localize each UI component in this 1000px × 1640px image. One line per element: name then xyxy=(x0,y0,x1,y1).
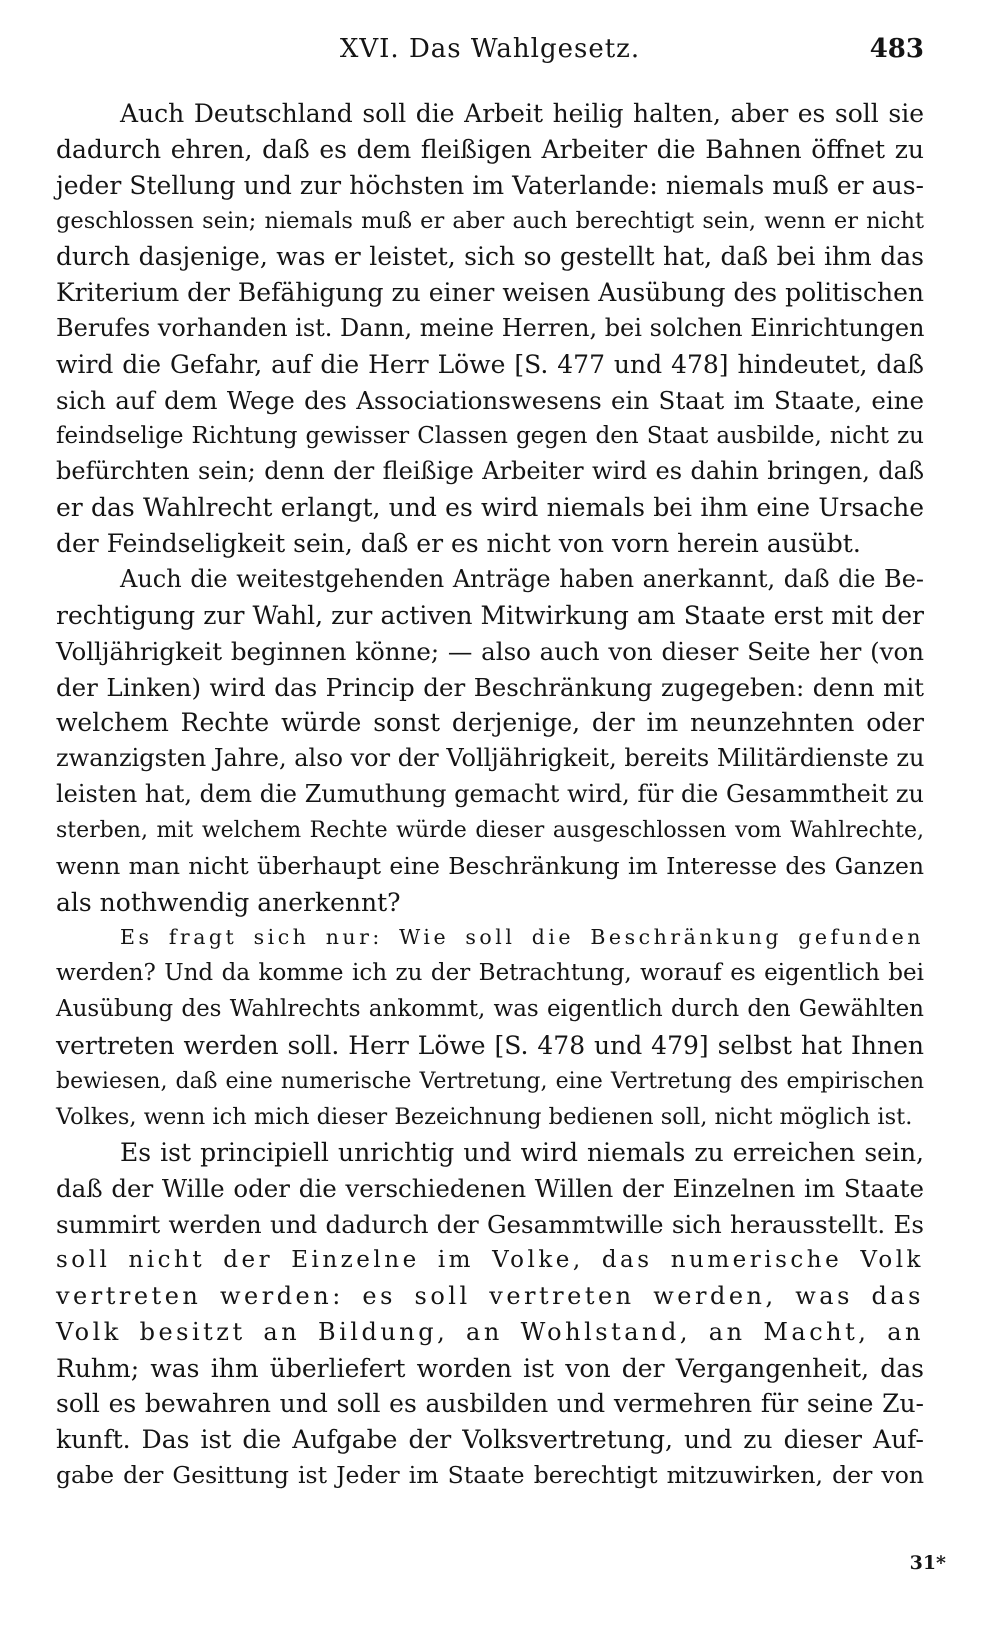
text-line: zwanzigsten Jahre, also vor der Volljährigkeit, bereits Militärdienste zu xyxy=(56,744,925,773)
text-line: wenn man nicht überhaupt eine Beschränkung im Interesse des Ganzen xyxy=(56,851,924,880)
text-line: Volljährigkeit beginnen könne; — also auch von dieser Seite her (von xyxy=(56,636,924,666)
text-line: Kriterium der Befähigung zu einer weisen Ausübung des politischen xyxy=(56,278,924,308)
text-line: Ausübung des Wahlrechts ankommt, was eigentlich durch den Gewählten xyxy=(56,996,924,1023)
text-line: Auch die weitestgehenden Anträge haben anerkannt, daß die Be- xyxy=(120,564,924,593)
text-line: er das Wahlrecht erlangt, und es wird niemals bei ihm eine Ursache xyxy=(56,493,924,523)
text-line: werden? Und da komme ich zu der Betrachtung, worauf es eigentlich bei xyxy=(56,960,924,987)
text-line: leisten hat, dem die Zumuthung gemacht wird, für die Gesammtheit zu xyxy=(56,780,924,809)
body-text xyxy=(56,96,924,1494)
text-line: sich auf dem Wege des Associationswesens ein Staat im Staate, eine xyxy=(56,385,924,415)
text-line: daß der Wille oder die verschiedenen Willen der Einzelnen im Staate xyxy=(56,1174,924,1204)
running-head: XVI. Das Wahlgesetz. xyxy=(339,34,641,64)
text-line: geschlossen sein; niemals muß er aber auch berechtigt sein, wenn er nicht xyxy=(56,207,924,234)
paragraph-2 xyxy=(56,562,924,920)
text-line: der Feindseligkeit sein, daß er es nicht von vorn herein ausübt. xyxy=(56,529,861,559)
text-line: wird die Gefahr, auf die Herr Löwe [S. 477 und 478] hindeutet, daß xyxy=(56,349,924,379)
text-line: sterben, mit welchem Rechte würde dieser ausgeschlossen vom Wahlrechte, xyxy=(56,817,924,843)
text-line: Auch Deutschland soll die Arbeit heilig halten, aber es soll sie xyxy=(120,99,924,128)
text-line: vertreten werden soll. Herr Löwe [S. 478 und 479] selbst hat Ihnen xyxy=(56,1030,924,1060)
text-line: bewiesen, daß eine numerische Vertretung, eine Vertretung des empirischen xyxy=(56,1068,924,1094)
text-line: dadurch ehren, daß es dem fleißigen Arbeiter die Bahnen öffnet zu xyxy=(56,134,924,164)
text-line: welchem Rechte würde sonst derjenige, der im neunzehnten oder xyxy=(56,708,924,738)
text-line: Volk besitzt an Bildung, an Wohlstand, an Macht, an xyxy=(56,1317,924,1346)
page-header xyxy=(56,34,924,74)
text-line: kunft. Das ist die Aufgabe der Volksvertretung, und zu dieser Auf- xyxy=(56,1425,924,1455)
text-line: gabe der Gesittung ist Jeder im Staate berechtigt mitzuwirken, der von xyxy=(56,1461,924,1490)
text-line: Berufes vorhanden ist. Dann, meine Herren, bei solchen Einrichtungen xyxy=(56,314,925,343)
text-line: jeder Stellung und zur höchsten im Vaterlande: niemals muß er aus- xyxy=(56,170,924,200)
text-line: befürchten sein; denn der fleißige Arbeiter wird es dahin bringen, daß xyxy=(56,457,924,486)
text-line: soll nicht der Einzelne im Volke, das numerische Volk xyxy=(56,1247,924,1273)
text-line: der Linken) wird das Princip der Beschränkung zugegeben: denn mit xyxy=(56,672,924,702)
text-line: als nothwendig anerkennt? xyxy=(56,887,401,917)
paragraph-3 xyxy=(56,920,924,1135)
text-line: Es ist principiell unrichtig und wird niemals zu erreichen sein, xyxy=(120,1138,924,1168)
text-line: rechtigung zur Wahl, zur activen Mitwirkung am Staate erst mit der xyxy=(56,600,924,630)
page-number: 483 xyxy=(869,34,924,64)
text-line: feindselige Richtung gewisser Classen gegen den Staat ausbilde, nicht zu xyxy=(56,422,924,449)
text-line: soll es bewahren und soll es ausbilden und vermehren für seine Zu- xyxy=(56,1389,924,1419)
text-line: Ruhm; was ihm überliefert worden ist von der Vergangenheit, das xyxy=(56,1353,924,1383)
paragraph-1 xyxy=(56,96,924,562)
text-line: Es fragt sich nur: Wie soll die Beschränkung gefunden xyxy=(120,925,924,950)
text-line: durch dasjenige, was er leistet, sich so gestellt hat, daß bei ihm das xyxy=(56,242,924,272)
text-line: Volkes, wenn ich mich dieser Bezeichnung bedienen soll, nicht möglich ist. xyxy=(56,1103,913,1130)
signature-mark: 31* xyxy=(909,1552,946,1574)
paragraph-4 xyxy=(56,1135,924,1493)
text-line: summirt werden und dadurch der Gesammtwille sich herausstellt. Es xyxy=(56,1210,924,1240)
text-line: vertreten werden: es soll vertreten werden, was das xyxy=(56,1281,924,1310)
